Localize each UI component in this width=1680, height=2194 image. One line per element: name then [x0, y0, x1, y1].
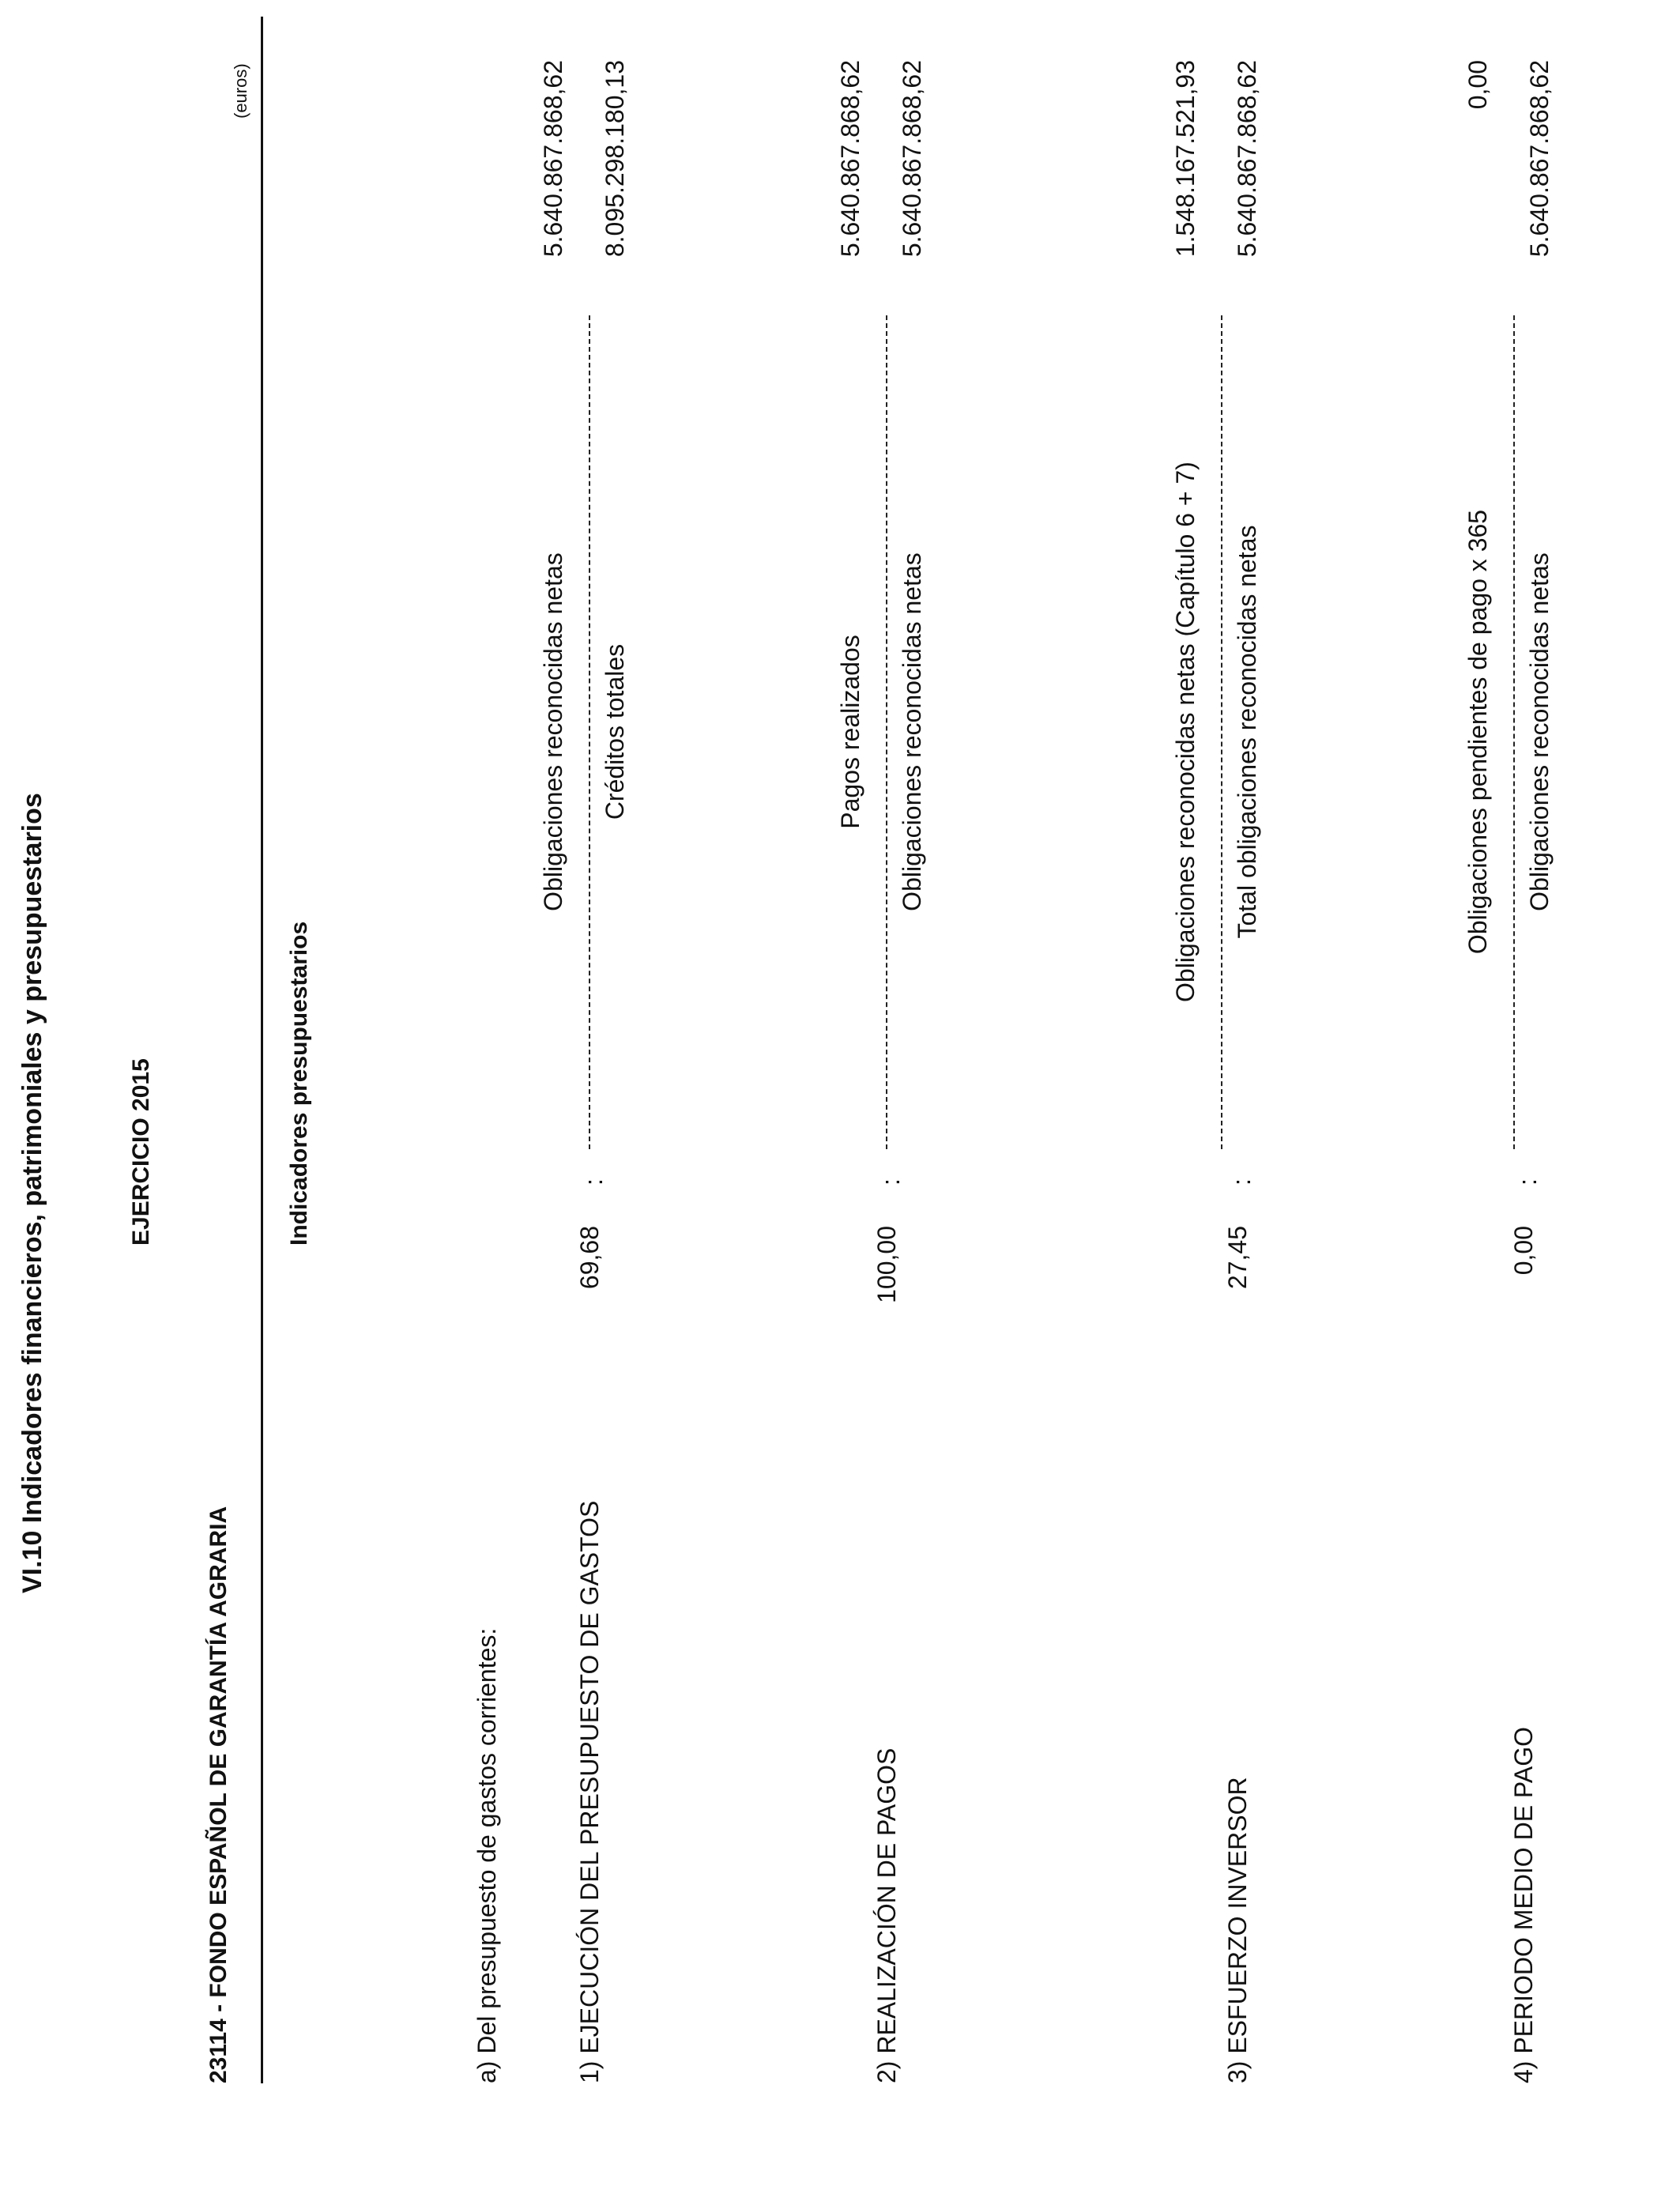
- header-rule: [261, 17, 263, 2083]
- indicator-denominator: Obligaciones reconocidas netas: [1525, 552, 1554, 911]
- indicator-colon: :: [1513, 1178, 1542, 1186]
- indicator-value: 69,68: [575, 1226, 604, 1290]
- denominator-amount: 5.640.867.868,62: [1525, 60, 1554, 258]
- indicator-denominator: Créditos totales: [601, 643, 629, 820]
- indicator-numerator: Obligaciones pendientes de pago x 365: [1463, 509, 1492, 955]
- indicator-colon: :: [876, 1178, 905, 1186]
- denominator-amount: 8.095.298.180,13: [601, 60, 629, 258]
- indicator-label: 4) PERIODO MEDIO DE PAGO: [1509, 1726, 1538, 2083]
- currency-unit: (euros): [231, 63, 250, 119]
- fraction-line: [886, 315, 887, 1149]
- indicator-colon: :: [579, 1178, 608, 1186]
- indicator-label: 3) ESFUERZO INVERSOR: [1223, 1777, 1252, 2083]
- subheading: a) Del presupuesto de gastos corrientes:: [473, 1627, 501, 2083]
- indicator-denominator: Obligaciones reconocidas netas: [898, 552, 926, 911]
- fraction-line: [589, 315, 590, 1149]
- ejercicio-heading: EJERCICIO 2015: [128, 1058, 154, 1246]
- indicator-colon: :: [1227, 1178, 1256, 1186]
- numerator-amount: 0,00: [1463, 60, 1492, 110]
- indicator-value: 27,45: [1223, 1226, 1252, 1290]
- section-heading: Indicadores presupuestarios: [286, 921, 312, 1246]
- denominator-amount: 5.640.867.868,62: [898, 60, 926, 258]
- indicator-label: 1) EJECUCIÓN DEL PRESUPUESTO DE GASTOS: [575, 1500, 604, 2083]
- indicator-value: 0,00: [1509, 1226, 1538, 1276]
- indicator-numerator: Obligaciones reconocidas netas: [539, 552, 567, 911]
- numerator-amount: 5.640.867.868,62: [539, 60, 567, 258]
- indicator-value: 100,00: [872, 1226, 901, 1303]
- report-title: VI.10 Indicadores financieros, patrimoniales y presupuestarios: [17, 793, 47, 1593]
- indicator-label: 2) REALIZACIÓN DE PAGOS: [872, 1747, 901, 2083]
- fraction-line: [1221, 315, 1222, 1149]
- fraction-line: [1513, 315, 1515, 1149]
- indicator-numerator: Pagos realizados: [836, 635, 864, 829]
- entity-name: 23114 - FONDO ESPAÑOL DE GARANTÍA AGRARIA: [205, 1506, 232, 2083]
- denominator-amount: 5.640.867.868,62: [1233, 60, 1261, 258]
- numerator-amount: 1.548.167.521,93: [1171, 60, 1200, 258]
- indicator-numerator: Obligaciones reconocidas netas (Capítulo 6 + 7): [1171, 462, 1200, 1002]
- numerator-amount: 5.640.867.868,62: [836, 60, 864, 258]
- indicator-denominator: Total obligaciones reconocidas netas: [1233, 525, 1261, 939]
